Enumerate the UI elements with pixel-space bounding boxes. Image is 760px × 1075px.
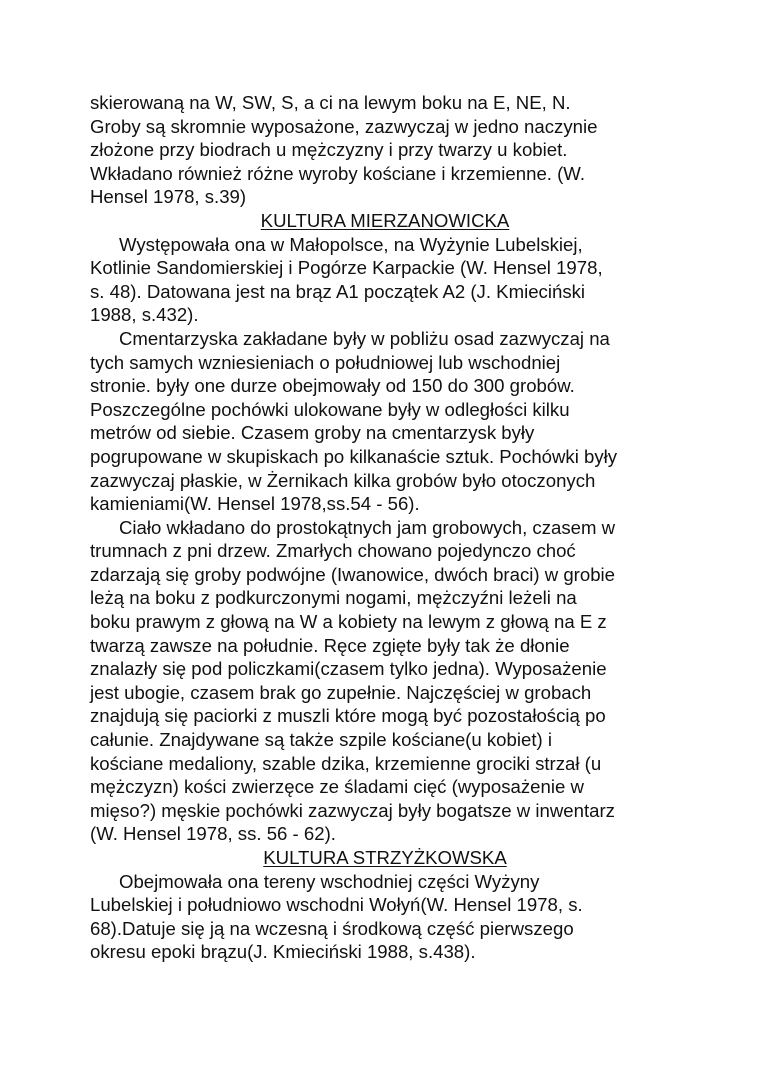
text-line: Obejmowała ona tereny wschodniej części Wyżyny [119, 870, 540, 892]
text-line: s. 48). Datowana jest na brąz A1 początek A2 (J. Kmieciński [90, 280, 586, 302]
text-line: całunie. Znajdywane są także szpile kościane(u kobiet) i [90, 729, 552, 751]
text-line: Groby są skromnie wyposażone, zazwyczaj w jedno naczynie [90, 115, 598, 137]
text-line: złożone przy biodrach u mężczyzny i przy twarzy u kobiet. [90, 139, 568, 161]
text-line: Lubelskiej i południowo wschodni Wołyń(W. Hensel 1978, s. [90, 894, 583, 916]
text-line: zazwyczaj płaskie, w Żernikach kilka grobów było otoczonych [90, 469, 596, 491]
text-line: trumnach z pni drzew. Zmarłych chowano pojedynczo choć [90, 540, 576, 562]
text-line: stronie. były one durze obejmowały od 150 do 300 grobów. [90, 375, 575, 397]
text-line: 1988, s.432). [90, 304, 199, 326]
text-line: mięso?) męskie pochówki zazwyczaj były bogatsze w inwentarz [90, 799, 615, 821]
text-line: Ciało wkładano do prostokątnych jam grobowych, czasem w [119, 516, 616, 538]
text-line: Występowała ona w Małopolsce, na Wyżynie Lubelskiej, [119, 233, 583, 255]
text-line: pogrupowane w skupiskach po kilkanaście sztuk. Pochówki były [90, 445, 618, 467]
intro-paragraph [90, 91, 680, 209]
text-line: twarzą zawsze na południe. Ręce zgięte były tak że dłonie [90, 634, 570, 656]
paragraph [90, 327, 680, 516]
text-line: Hensel 1978, s.39) [90, 186, 247, 208]
text-line: Wkładano również różne wyroby kościane i krzemienne. (W. [90, 162, 585, 184]
document-page [90, 91, 680, 964]
text-line: Poszczególne pochówki ulokowane były w odległości kilku [90, 398, 570, 420]
text-line: zdarzają się groby podwójne (Iwanowice, dwóch braci) w grobie [90, 563, 616, 585]
text-line: okresu epoki brązu(J. Kmieciński 1988, s.438). [90, 941, 476, 963]
text-line: kościane medaliony, szable dzika, krzemienne groсiki strzał (u [90, 752, 602, 774]
text-line: tych samych wzniesieniach o południowej lub wschodniej [90, 351, 561, 373]
section-heading-strzyzkowska: KULTURA STRZYŻKOWSKA [263, 847, 507, 868]
text-line: boku prawym z głową na W a kobiety na lewym z głową na E z [90, 611, 607, 633]
text-line: leżą na boku z podkurczonymi nogami, mężczyźni leżeli na [90, 587, 577, 609]
text-line: skierowaną na W, SW, S, a ci na lewym boku na E, NE, N. [90, 92, 571, 113]
paragraph [90, 233, 680, 327]
text-line: znalazły się pod policzkami(czasem tylko jedna). Wyposażenie [90, 658, 607, 680]
paragraph [90, 516, 680, 846]
text-line: mężczyzn) kości zwierzęce ze śladami cięć (wyposażenie w [90, 776, 584, 798]
text-line: kamieniami(W. Hensel 1978,ss.54 - 56). [90, 493, 420, 515]
text-line: jest ubogie, czasem brak go zupełnie. Najczęściej w grobach [90, 681, 592, 703]
text-line: (W. Hensel 1978, ss. 56 - 62). [90, 823, 336, 845]
text-line: Kotlinie Sandomierskiej i Pogórze Karpackie (W. Hensel 1978, [90, 257, 603, 279]
text-line: metrów od siebie. Czasem groby na cmentarzysk były [90, 422, 535, 444]
text-line: znajdują się paciorki z muszli które mogą być pozostałością po [90, 705, 606, 727]
paragraph [90, 870, 680, 964]
text-line: Cmentarzyska zakładane były w pobliżu osad zazwyczaj na [119, 327, 610, 349]
text-line: 68).Datuje się ją na wczesną i środkową część pierwszego [90, 917, 574, 939]
section-heading-mierzanowicka: KULTURA MIERZANOWICKA [260, 209, 510, 231]
